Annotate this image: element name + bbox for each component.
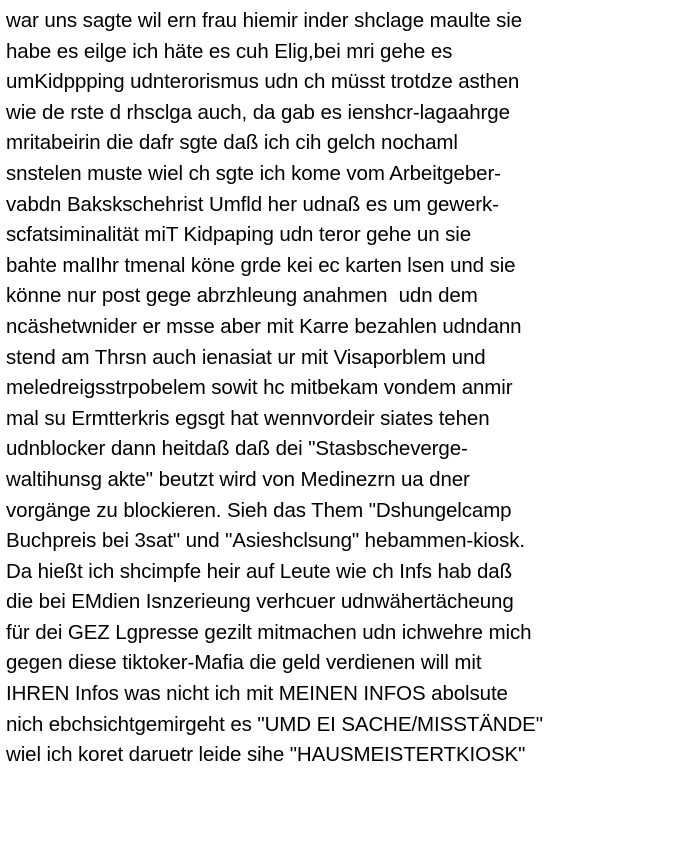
text-line: könne nur post gege abrzhleung anahmen udn dem [6, 284, 478, 308]
text-line: wie de rste d rhsclga auch, da gab es ienshcr-lagaahrge [6, 100, 510, 124]
text-line: udnblocker dann heitdaß daß dei "Stasbscheverge- [6, 437, 468, 461]
text-line: snstelen muste wiel ch sgte ich kome vom Arbeitgeber- [6, 161, 501, 185]
text-line: scfatsiminalität miT Kidpaping udn teror gehe un sie [6, 223, 472, 247]
text-line: gegen diese tiktoker-Mafia die geld verdienen will mit [6, 651, 482, 675]
text-line: bahte malIhr tmenal köne grde kei ec karten lsen und sie [6, 253, 516, 277]
text-line: ncäshetwnider er msse aber mit Karre bezahlen udndann [6, 314, 522, 338]
text-line: die bei EMdien Isnzerieung verhcuer udnwähertächeung [6, 590, 514, 614]
text-line: waltihunsg akte" beutzt wird von Medinezrn ua dner [6, 467, 470, 491]
text-line: nich ebchsichtgemirgeht es "UMD EI SACHE/MISSTÄNDE" [6, 712, 543, 736]
text-line: umKidppping udnterorismus udn ch müsst trotdze asthen [6, 70, 520, 94]
text-line: war uns sagte wil ern frau hiemir inder shclage maulte sie [6, 9, 523, 32]
text-line: stend am Thrsn auch ienasiat ur mit Visaporblem und [6, 345, 486, 369]
text-line: wiel ich koret daruetr leide sihe "HAUSMEISTERTKIOSK" [6, 743, 526, 767]
text-line: meledreigsstrpobelem sowit hc mitbekam vondem anmir [6, 376, 513, 400]
text-line: mal su Ermtterkris egsgt hat wennvordeir siates tehen [6, 406, 490, 430]
text-line: Da hießt ich shcimpfe heir auf Leute wie ch Infs hab daß [6, 559, 513, 583]
text-line: habe es eilge ich häte es cuh Elig,bei mri gehe es [6, 39, 453, 63]
text-line: vabdn Bakskschehrist Umfld her udnaß es um gewerk- [6, 192, 499, 216]
text-line: Buchpreis bei 3sat" und "Asieshclsung" hebammen-kiosk. [6, 529, 525, 553]
text-line: vorgänge zu blockieren. Sieh das Them "Dshungelcamp [6, 498, 512, 522]
text-line: mritabeirin die dafr sgte daß ich cih gelch nochaml [6, 131, 458, 155]
text-line: für dei GEZ Lgpresse gezilt mitmachen udn ichwehre mich [6, 620, 532, 644]
text-line: IHREN Infos was nicht ich mit MEINEN INFOS abolsute [6, 682, 508, 706]
